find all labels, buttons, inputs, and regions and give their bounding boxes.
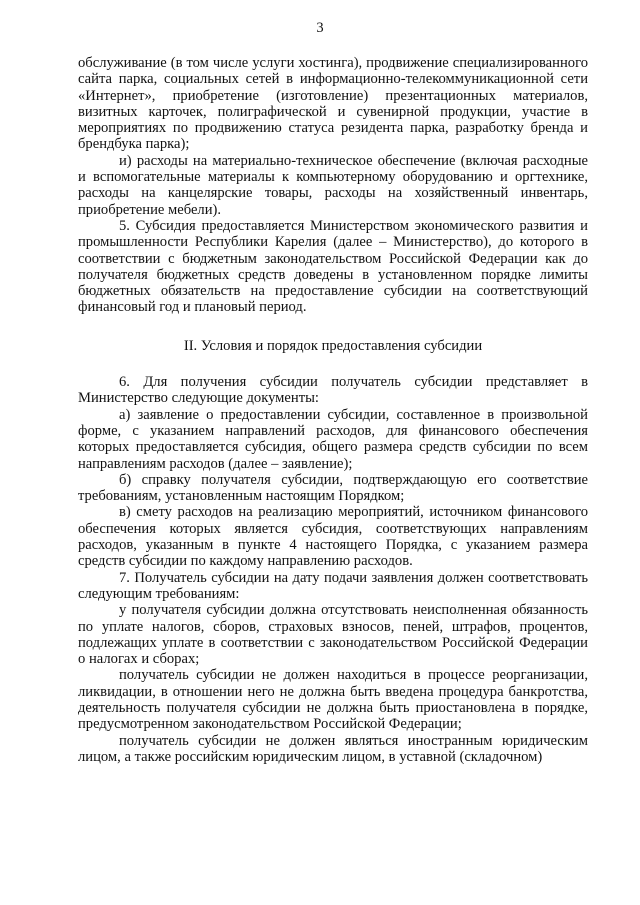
page-number: 3 — [316, 20, 324, 36]
paragraph-6b: б) справку получателя субсидии, подтверждающую его соответствие требованиям, установленным настоящим Порядком; — [78, 471, 588, 505]
paragraph-7-requirement-taxes: у получателя субсидии должна отсутствовать неисполненная обязанность по уплате налогов, сборов, страховых взносов, пеней, штрафов, процентов, подлежащих уплате в соответствии с законодательством Российской Федерации о налогах и сборах; — [78, 602, 588, 668]
section-heading: II. Условия и порядок предоставления субсидии — [183, 337, 483, 354]
paragraph-6a: а) заявление о предоставлении субсидии, составленное в произвольной форме, с указанием направлений расходов, для финансового обеспечения которых предоставляется субсидия, общего размера средств субсидии по всем направлениям расходов (далее – заявление); — [78, 406, 588, 472]
paragraph-7: 7. Получатель субсидии на дату подачи заявления должен соответствовать следующим требованиям: — [78, 569, 588, 602]
paragraph-7-requirement-reorganization: получатель субсидии не должен находиться в процессе реорганизации, ликвидации, в отношении него не должна быть введена процедура банкротства, деятельность получателя субсидии не должна быть приостановлена в порядке, предусмотренном законодательством Российской Федерации; — [78, 667, 588, 733]
document-body — [78, 55, 588, 765]
paragraph-7-requirement-foreign: получатель субсидии не должен являться иностранным юридическим лицом, а также российским юридическим лицом, в уставной (складочном) — [78, 732, 588, 765]
paragraph-6v: в) смету расходов на реализацию мероприятий, источником финансового обеспечения которых является субсидия, соответствующих направлениям расходов, указанным в пункте 4 настоящего Порядка, с указанием размера средств субсидии по каждому направлению расходов. — [78, 504, 588, 570]
paragraph-service-continuation: обслуживание (в том числе услуги хостинга), продвижение специализированного сайта парка, социальных сетей в информационно-телекоммуникационной сети «Интернет», приобретение (изготовление) презентационных материалов, визитных карточек, полиграфической и сувенирной продукции, участие в мероприятиях по продвижению статуса резидента парка, разработку бренда и брендбука парка); — [78, 55, 588, 153]
paragraph-5: 5. Субсидия предоставляется Министерством экономического развития и промышленности Республики Карелия (далее – Министерство), до которого в соответствии с бюджетным законодательством Российской Федерации как до получателя бюджетных средств доведены в установленном порядке лимиты бюджетных обязательств на предоставление субсидии на соответствующий финансовый год и плановый период. — [78, 217, 588, 316]
paragraph-6: 6. Для получения субсидии получатель субсидии представляет в Министерство следующие документы: — [78, 374, 588, 407]
paragraph-item-i: и) расходы на материально-техническое обеспечение (включая расходные и вспомогательные материалы к компьютерному оборудованию и оргтехнике, расходы на канцелярские товары, расходы на хозяйственный инвентарь, приобретение мебели). — [78, 152, 588, 218]
